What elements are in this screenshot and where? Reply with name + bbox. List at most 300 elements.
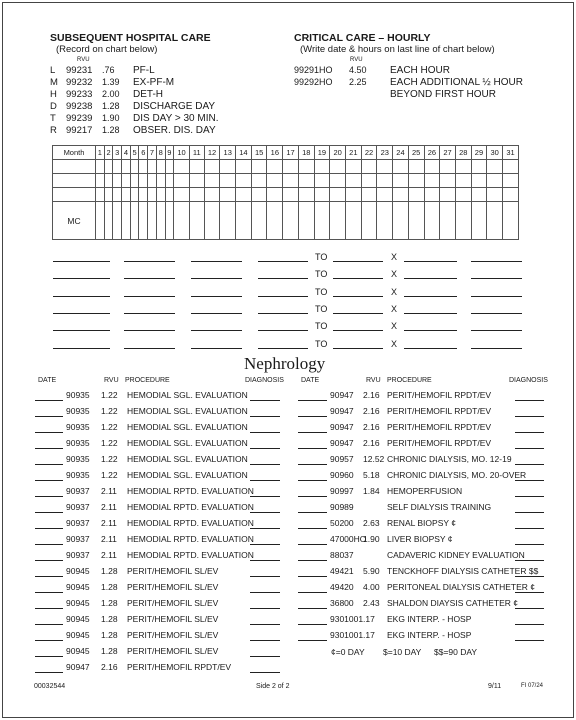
- procedure-rvu: 1.28: [101, 582, 118, 592]
- procedure-code: 36800: [330, 598, 354, 608]
- day-cell[interactable]: [440, 160, 456, 174]
- blank-line-field[interactable]: [191, 348, 242, 349]
- blank-line-field[interactable]: [333, 261, 383, 262]
- date-field[interactable]: [298, 448, 327, 449]
- blank-line-field[interactable]: [53, 296, 110, 297]
- day-cell[interactable]: [487, 188, 503, 202]
- day-cell[interactable]: [113, 202, 122, 240]
- day-cell[interactable]: [251, 160, 267, 174]
- day-cell[interactable]: [346, 160, 362, 174]
- procedure-name: PERIT/HEMOFIL SL/EV: [127, 630, 219, 640]
- day-cell[interactable]: [440, 202, 456, 240]
- date-field[interactable]: [35, 528, 63, 529]
- day-cell[interactable]: [236, 174, 252, 188]
- blank-line-field[interactable]: [191, 313, 242, 314]
- day-cell[interactable]: [440, 188, 456, 202]
- day-header: 2: [104, 146, 113, 160]
- diagnosis-field[interactable]: [515, 640, 544, 641]
- diagnosis-field[interactable]: [515, 416, 544, 417]
- procedure-name: PERIT/HEMOFIL SL/EV: [127, 582, 219, 592]
- date-field[interactable]: [35, 656, 63, 657]
- diagnosis-field[interactable]: [250, 544, 280, 545]
- day-cell[interactable]: [471, 174, 487, 188]
- blank-line-field[interactable]: [471, 313, 522, 314]
- procedure-code: 90937: [66, 534, 90, 544]
- blank-line-field[interactable]: [471, 278, 522, 279]
- date-field[interactable]: [298, 464, 327, 465]
- date-field[interactable]: [35, 592, 63, 593]
- blank-line-field[interactable]: [124, 278, 175, 279]
- blank-line-field[interactable]: [258, 261, 308, 262]
- day-cell[interactable]: [251, 174, 267, 188]
- blank-line-field[interactable]: [258, 296, 308, 297]
- procedure-rvu: 1.28: [101, 646, 118, 656]
- day-cell[interactable]: [393, 202, 409, 240]
- diagnosis-field[interactable]: [515, 464, 544, 465]
- day-cell[interactable]: [361, 188, 377, 202]
- day-cell[interactable]: [156, 160, 165, 174]
- subsequent-letter: L: [50, 65, 56, 76]
- to-label: TO: [315, 321, 328, 332]
- date-field[interactable]: [35, 672, 63, 673]
- day-cell[interactable]: [408, 188, 424, 202]
- day-cell[interactable]: [220, 174, 236, 188]
- date-field[interactable]: [35, 512, 63, 513]
- day-cell[interactable]: [314, 188, 330, 202]
- day-cell[interactable]: [408, 160, 424, 174]
- day-cell[interactable]: [455, 160, 471, 174]
- blank-line-field[interactable]: [124, 296, 175, 297]
- day-cell[interactable]: [130, 174, 139, 188]
- day-cell[interactable]: [330, 202, 346, 240]
- diagnosis-field[interactable]: [250, 624, 280, 625]
- day-cell[interactable]: [204, 188, 220, 202]
- left-rvu-header: RVU: [104, 377, 119, 384]
- diagnosis-field[interactable]: [250, 608, 280, 609]
- day-cell[interactable]: [424, 174, 440, 188]
- diagnosis-field[interactable]: [250, 592, 280, 593]
- day-cell[interactable]: [377, 174, 393, 188]
- blank-line-field[interactable]: [471, 261, 522, 262]
- day-cell[interactable]: [298, 202, 314, 240]
- day-cell[interactable]: [130, 188, 139, 202]
- diagnosis-field[interactable]: [515, 480, 544, 481]
- procedure-name: SHALDON DIAYSIS CATHETER ¢: [387, 598, 518, 608]
- day-cell[interactable]: [148, 188, 157, 202]
- day-cell[interactable]: [408, 174, 424, 188]
- right-rvu-header: RVU: [366, 377, 381, 384]
- day-cell[interactable]: [361, 160, 377, 174]
- day-cell[interactable]: [251, 188, 267, 202]
- day-cell[interactable]: [346, 174, 362, 188]
- procedure-name: PERIT/HEMOFIL RPDT/EV: [127, 662, 232, 672]
- blank-line-field[interactable]: [191, 330, 242, 331]
- day-cell[interactable]: [283, 202, 299, 240]
- day-cell[interactable]: [503, 188, 519, 202]
- procedure-rvu: 1.22: [101, 454, 118, 464]
- subsequent-desc: DISCHARGE DAY: [133, 101, 216, 112]
- diagnosis-field[interactable]: [515, 592, 544, 593]
- date-field[interactable]: [298, 544, 327, 545]
- day-cell[interactable]: [346, 188, 362, 202]
- day-cell[interactable]: [204, 160, 220, 174]
- diagnosis-field[interactable]: [515, 624, 544, 625]
- procedure-rvu: 5.18: [363, 470, 380, 480]
- diagnosis-field[interactable]: [515, 544, 544, 545]
- blank-line-field[interactable]: [258, 278, 308, 279]
- procedure-code: 90935: [66, 454, 90, 464]
- day-cell[interactable]: [408, 202, 424, 240]
- procedure-name: HEMODIAL SGL. EVALUATION: [127, 390, 248, 400]
- blank-line-field[interactable]: [191, 278, 242, 279]
- blank-line-field[interactable]: [191, 296, 242, 297]
- day-cell[interactable]: [174, 174, 190, 188]
- procedure-code: 90945: [66, 598, 90, 608]
- procedure-rvu: 2.16: [363, 406, 380, 416]
- date-field[interactable]: [298, 560, 327, 561]
- blank-line-field[interactable]: [404, 330, 457, 331]
- diagnosis-field[interactable]: [515, 432, 544, 433]
- procedure-name: CHRONIC DIALYSIS, MO. 20-OVER: [387, 470, 527, 480]
- date-field[interactable]: [35, 624, 63, 625]
- blank-line-field[interactable]: [333, 296, 383, 297]
- day-cell[interactable]: [174, 202, 190, 240]
- day-cell[interactable]: [298, 160, 314, 174]
- diagnosis-field[interactable]: [515, 528, 544, 529]
- times-label: X: [391, 269, 398, 280]
- day-cell[interactable]: [424, 202, 440, 240]
- day-cell[interactable]: [220, 160, 236, 174]
- date-field[interactable]: [298, 400, 327, 401]
- day-cell[interactable]: [139, 174, 148, 188]
- subsequent-code: 99217: [66, 125, 93, 136]
- day-cell[interactable]: [283, 188, 299, 202]
- procedure-code: 90935: [66, 390, 90, 400]
- day-cell[interactable]: [156, 202, 165, 240]
- day-cell[interactable]: [298, 174, 314, 188]
- blank-line-field[interactable]: [404, 313, 457, 314]
- day-cell[interactable]: [139, 160, 148, 174]
- day-cell[interactable]: [104, 188, 113, 202]
- day-cell[interactable]: [503, 160, 519, 174]
- day-cell[interactable]: [424, 160, 440, 174]
- day-cell[interactable]: [424, 188, 440, 202]
- day-header: 11: [189, 146, 204, 160]
- date-field[interactable]: [35, 640, 63, 641]
- blank-line-field[interactable]: [124, 330, 175, 331]
- day-cell[interactable]: [130, 160, 139, 174]
- day-cell[interactable]: [122, 202, 131, 240]
- blank-line-field[interactable]: [53, 313, 110, 314]
- day-cell[interactable]: [139, 188, 148, 202]
- day-cell[interactable]: [174, 160, 190, 174]
- day-cell[interactable]: [148, 174, 157, 188]
- day-cell[interactable]: [220, 202, 236, 240]
- day-cell[interactable]: [298, 188, 314, 202]
- diagnosis-field[interactable]: [250, 560, 280, 561]
- form-number: 00032544: [34, 683, 66, 690]
- procedure-rvu: 1.22: [101, 422, 118, 432]
- blank-line-field[interactable]: [53, 348, 110, 349]
- day-cell[interactable]: [96, 160, 105, 174]
- blank-line-field[interactable]: [471, 348, 522, 349]
- right-diagnosis-header: DIAGNOSIS: [509, 377, 548, 384]
- diagnosis-field[interactable]: [250, 480, 280, 481]
- date-field[interactable]: [35, 496, 63, 497]
- day-cell[interactable]: [156, 174, 165, 188]
- day-cell[interactable]: [113, 160, 122, 174]
- day-cell[interactable]: [148, 202, 157, 240]
- diagnosis-field[interactable]: [250, 576, 280, 577]
- day-cell[interactable]: [96, 174, 105, 188]
- procedure-rvu: 1.28: [101, 614, 118, 624]
- day-cell[interactable]: [393, 188, 409, 202]
- day-cell[interactable]: [189, 202, 204, 240]
- day-cell[interactable]: [96, 188, 105, 202]
- diagnosis-field[interactable]: [250, 512, 280, 513]
- blank-line-field[interactable]: [258, 330, 308, 331]
- day-cell[interactable]: [440, 174, 456, 188]
- date-field[interactable]: [35, 400, 63, 401]
- day-cell[interactable]: [139, 202, 148, 240]
- date-field[interactable]: [298, 496, 327, 497]
- day-cell[interactable]: [165, 202, 174, 240]
- day-cell[interactable]: [113, 174, 122, 188]
- blank-line-field[interactable]: [471, 330, 522, 331]
- day-header: 18: [298, 146, 314, 160]
- diagnosis-field[interactable]: [250, 496, 280, 497]
- day-cell[interactable]: [165, 174, 174, 188]
- procedure-rvu: 1.28: [101, 630, 118, 640]
- day-cell[interactable]: [267, 202, 283, 240]
- day-cell[interactable]: [361, 174, 377, 188]
- diagnosis-field[interactable]: [515, 448, 544, 449]
- day-cell[interactable]: [104, 202, 113, 240]
- diagnosis-field[interactable]: [250, 416, 280, 417]
- critical-rvu-header: RVU: [350, 57, 363, 63]
- diagnosis-field[interactable]: [250, 448, 280, 449]
- diagnosis-field[interactable]: [515, 512, 544, 513]
- day-header: 14: [236, 146, 252, 160]
- day-cell[interactable]: [314, 202, 330, 240]
- procedure-code: 90957: [330, 454, 354, 464]
- day-cell[interactable]: [283, 174, 299, 188]
- subsequent-letter: D: [50, 101, 57, 112]
- blank-line-field[interactable]: [333, 348, 383, 349]
- day-header: 29: [471, 146, 487, 160]
- day-cell[interactable]: [487, 160, 503, 174]
- date-field[interactable]: [35, 608, 63, 609]
- day-cell[interactable]: [361, 202, 377, 240]
- diagnosis-field[interactable]: [250, 672, 280, 673]
- diagnosis-field[interactable]: [250, 464, 280, 465]
- day-cell[interactable]: [122, 160, 131, 174]
- blank-line-field[interactable]: [404, 278, 457, 279]
- procedure-name: HEMODIAL RPTD. EVALUATION: [127, 550, 254, 560]
- date-field[interactable]: [298, 432, 327, 433]
- day-cell[interactable]: [455, 188, 471, 202]
- date-field[interactable]: [298, 416, 327, 417]
- day-cell[interactable]: [189, 188, 204, 202]
- blank-line-field[interactable]: [404, 348, 457, 349]
- day-cell[interactable]: [455, 202, 471, 240]
- date-field[interactable]: [35, 560, 63, 561]
- day-header: 31: [503, 146, 519, 160]
- day-cell[interactable]: [393, 174, 409, 188]
- day-cell[interactable]: [104, 174, 113, 188]
- diagnosis-field[interactable]: [250, 400, 280, 401]
- blank-line-field[interactable]: [333, 330, 383, 331]
- day-cell[interactable]: [267, 160, 283, 174]
- procedure-name: HEMODIAL SGL. EVALUATION: [127, 454, 248, 464]
- day-cell[interactable]: [330, 188, 346, 202]
- day-cell[interactable]: [314, 160, 330, 174]
- procedure-name: HEMODIAL SGL. EVALUATION: [127, 406, 248, 416]
- blank-line-field[interactable]: [53, 278, 110, 279]
- day-header: 6: [139, 146, 148, 160]
- day-header: 25: [408, 146, 424, 160]
- day-header: 15: [251, 146, 267, 160]
- day-cell[interactable]: [471, 188, 487, 202]
- procedure-name: PERIT/HEMOFIL SL/EV: [127, 566, 219, 576]
- blank-line-field[interactable]: [124, 313, 175, 314]
- diagnosis-field[interactable]: [515, 496, 544, 497]
- date-field[interactable]: [35, 544, 63, 545]
- blank-line-field[interactable]: [124, 261, 175, 262]
- legend-zero-day: ¢=0 DAY: [331, 647, 365, 657]
- blank-line-field[interactable]: [53, 330, 110, 331]
- day-header: 8: [156, 146, 165, 160]
- day-cell[interactable]: [251, 202, 267, 240]
- legend-ten-day: $=10 DAY: [383, 647, 422, 657]
- day-cell[interactable]: [267, 174, 283, 188]
- day-cell[interactable]: [122, 188, 131, 202]
- diagnosis-field[interactable]: [515, 560, 544, 561]
- procedure-rvu: 1.22: [101, 390, 118, 400]
- day-cell[interactable]: [189, 174, 204, 188]
- day-cell[interactable]: [377, 202, 393, 240]
- month-day-grid: [52, 145, 519, 240]
- day-cell[interactable]: [346, 202, 362, 240]
- diagnosis-field[interactable]: [250, 656, 280, 657]
- blank-line-field[interactable]: [333, 313, 383, 314]
- to-label: TO: [315, 252, 328, 262]
- date-field[interactable]: [298, 512, 327, 513]
- date-field[interactable]: [35, 416, 63, 417]
- day-cell[interactable]: [156, 188, 165, 202]
- date-field[interactable]: [298, 480, 327, 481]
- day-cell[interactable]: [314, 174, 330, 188]
- day-cell[interactable]: [330, 160, 346, 174]
- diagnosis-field[interactable]: [515, 576, 544, 577]
- procedure-name: PERIT/HEMOFIL RPDT/EV: [387, 438, 492, 448]
- day-cell[interactable]: [471, 160, 487, 174]
- blank-line-field[interactable]: [258, 348, 308, 349]
- procedure-name: PERIT/HEMOFIL RPDT/EV: [387, 390, 492, 400]
- date-field[interactable]: [35, 464, 63, 465]
- day-cell[interactable]: [487, 174, 503, 188]
- procedure-rvu: 2.43: [363, 598, 380, 608]
- day-cell[interactable]: [503, 202, 519, 240]
- day-cell[interactable]: [330, 174, 346, 188]
- date-field[interactable]: [298, 624, 327, 625]
- day-cell[interactable]: [96, 202, 105, 240]
- blank-line-field[interactable]: [191, 261, 242, 262]
- critical-rvu: 2.25: [349, 77, 367, 87]
- day-cell[interactable]: [377, 160, 393, 174]
- month-header: Month: [53, 146, 96, 160]
- diagnosis-field[interactable]: [515, 608, 544, 609]
- day-cell[interactable]: [377, 188, 393, 202]
- day-header: 20: [330, 146, 346, 160]
- day-cell[interactable]: [283, 160, 299, 174]
- blank-line-field[interactable]: [333, 278, 383, 279]
- day-cell[interactable]: [220, 188, 236, 202]
- day-cell[interactable]: [393, 160, 409, 174]
- date-field[interactable]: [35, 480, 63, 481]
- day-cell[interactable]: [236, 202, 252, 240]
- blank-line-field[interactable]: [471, 296, 522, 297]
- blank-line-field[interactable]: [258, 313, 308, 314]
- day-cell[interactable]: [189, 160, 204, 174]
- day-cell[interactable]: [148, 160, 157, 174]
- day-cell[interactable]: [455, 174, 471, 188]
- day-cell[interactable]: [165, 160, 174, 174]
- date-field[interactable]: [298, 608, 327, 609]
- left-diagnosis-header: DIAGNOSIS: [245, 377, 284, 384]
- blank-line-field[interactable]: [124, 348, 175, 349]
- diagnosis-field[interactable]: [250, 432, 280, 433]
- day-cell[interactable]: [122, 174, 131, 188]
- critical-code: 99291HO: [294, 65, 333, 75]
- blank-line-field[interactable]: [404, 261, 457, 262]
- date-field[interactable]: [298, 528, 327, 529]
- date-field[interactable]: [298, 640, 327, 641]
- day-cell[interactable]: [174, 188, 190, 202]
- day-cell[interactable]: [104, 160, 113, 174]
- critical-code: 99292HO: [294, 77, 333, 87]
- day-header: 16: [267, 146, 283, 160]
- date-field[interactable]: [35, 448, 63, 449]
- blank-line-field[interactable]: [404, 296, 457, 297]
- date-field[interactable]: [35, 432, 63, 433]
- critical-desc: EACH ADDITIONAL ½ HOUR: [390, 77, 523, 88]
- day-cell[interactable]: [236, 160, 252, 174]
- procedure-code: 90935: [66, 406, 90, 416]
- procedure-code: 49421: [330, 566, 354, 576]
- date-field[interactable]: [35, 576, 63, 577]
- diagnosis-field[interactable]: [250, 640, 280, 641]
- date-field[interactable]: [298, 576, 327, 577]
- day-cell[interactable]: [204, 174, 220, 188]
- day-cell[interactable]: [471, 202, 487, 240]
- times-label: X: [391, 252, 398, 262]
- day-cell[interactable]: [204, 202, 220, 240]
- procedure-name: PERIT/HEMOFIL SL/EV: [127, 646, 219, 656]
- date-field[interactable]: [298, 592, 327, 593]
- day-cell[interactable]: [267, 188, 283, 202]
- diagnosis-field[interactable]: [250, 528, 280, 529]
- diagnosis-field[interactable]: [515, 400, 544, 401]
- day-cell[interactable]: [113, 188, 122, 202]
- blank-line-field[interactable]: [53, 261, 110, 262]
- day-cell[interactable]: [130, 202, 139, 240]
- day-cell[interactable]: [165, 188, 174, 202]
- day-cell[interactable]: [487, 202, 503, 240]
- day-cell[interactable]: [503, 174, 519, 188]
- procedure-rvu: 1.28: [101, 598, 118, 608]
- day-cell[interactable]: [236, 188, 252, 202]
